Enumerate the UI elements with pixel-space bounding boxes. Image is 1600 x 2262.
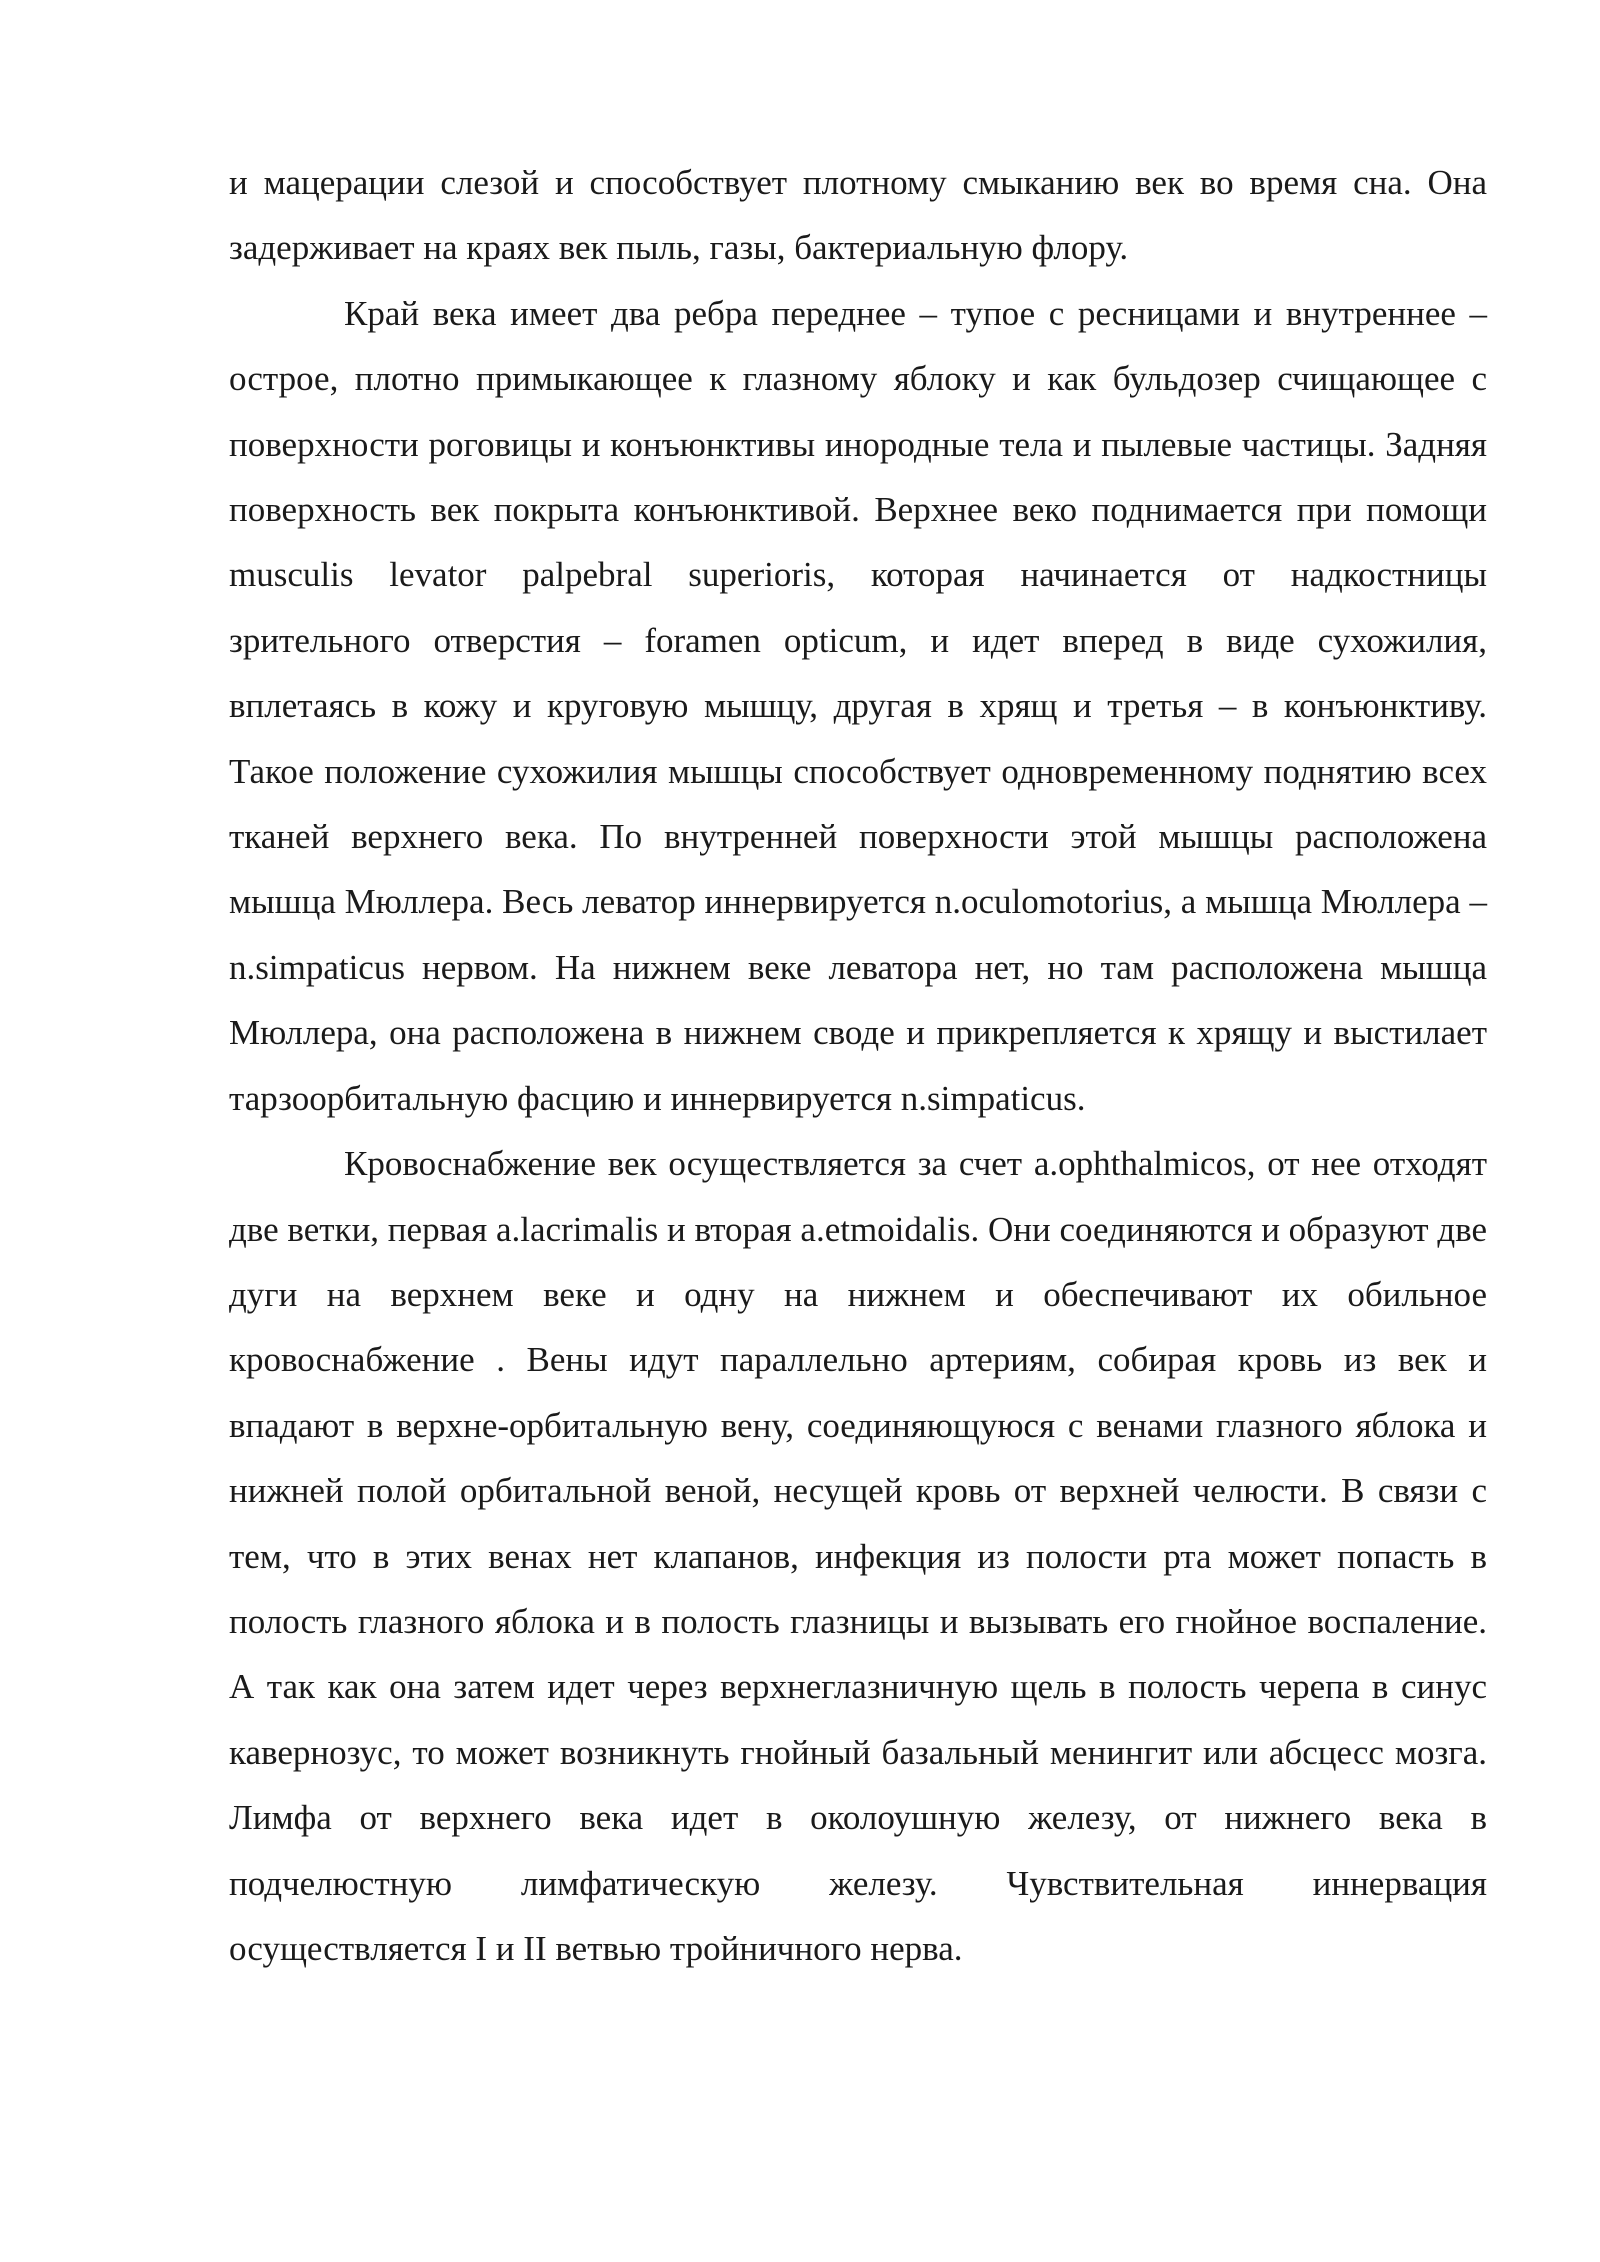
paragraph-blood-supply: Кровоснабжение век осуществляется за счет a.ophthalmicos, от нее отходят две ветки, первая a.lacrimalis и вторая a.etmoidalis. Они соединяются и образуют две дуги на верхнем веке и одну на нижнем и обеспечивают их обильное кровоснабжение . Вены идут параллельно артериям, собирая кровь из век и впадают в верхне-орбитальную вену, соединяющуюся с венами глазного яблока и нижней полой орбитальной веной, несущей кровь от верхней челюсти. В связи с тем, что в этих венах нет клапанов, инфекция из полости рта может попасть в полость глазного яблока и в полость глазницы и вызывать его гнойное воспаление. А так как она затем идет через верхнеглазничную щель в полость черепа в синус кавернозус, то может возникнуть гнойный базальный менингит или абсцесс мозга. Лимфа от верхнего века идет в околоушную железу, от нижнего века в подчелюстную лимфатическую железу. Чувствительная иннервация осуществляется I и II ветвью тройничного нерва.	[229, 1144, 1487, 1968]
paragraph-continuation: и мацерации слезой и способствует плотному смыканию век во время сна. Она задерживает на краях век пыль, газы, бактериальную флору.	[229, 163, 1487, 268]
paragraph-eyelid-edge: Край века имеет два ребра переднее – тупое с ресницами и внутреннее – острое, плотно примыкающее к глазному яблоку и как бульдозер счищающее с поверхности роговицы и конъюнктивы инородные тела и пылевые частицы. Задняя поверхность век покрыта конъюнктивой. Верхнее веко поднимается при помощи musculis levator palpebral superioris, которая начинается от надкостницы зрительного отверстия – foramen opticum, и идет вперед в виде сухожилия, вплетаясь в кожу и круговую мышцу, другая в хрящ и третья – в конъюнктиву. Такое положение сухожилия мышцы способствует одновременному поднятию всех тканей верхнего века. По внутренней поверхности этой мышцы расположена мышца Мюллера. Весь леватор иннервируется n.oculomotorius, а мышца Мюллера – n.simpaticus нервом. На нижнем веке леватора нет, но там расположена мышца Мюллера, она расположена в нижнем своде и прикрепляется к хрящу и выстилает тарзоорбитальную фасцию и иннервируется n.simpaticus.	[229, 293, 1487, 1118]
body-text	[229, 150, 1487, 1981]
